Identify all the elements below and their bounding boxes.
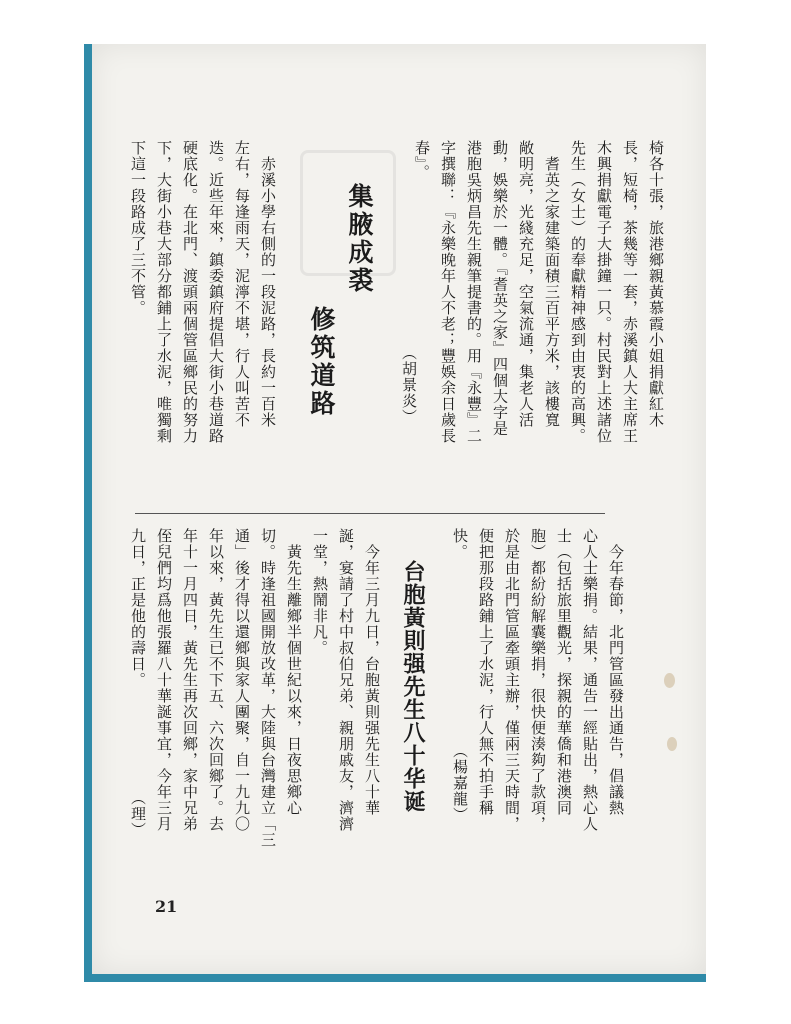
- text-column: 港胞吳炳昌先生親筆提書的。用『永豐』二: [465, 140, 483, 444]
- text-column: 九日，正是他的壽日。: [129, 528, 147, 688]
- text-column: 長，短椅，茶幾等一套，赤溪鎮人大主席王: [621, 140, 639, 444]
- stain-spot: [667, 737, 677, 751]
- text-column: 敞明亮，光綫充足，空氣流通，集老人活: [517, 140, 535, 428]
- text-column: 心人士樂捐。結果，通告一經貼出，熱心人: [581, 528, 599, 832]
- page-number: 21: [155, 897, 178, 916]
- text-column: 木興捐獻電子大掛鐘一只。村民對上述諸位: [595, 140, 613, 444]
- stain-spot: [664, 673, 675, 688]
- text-column: 先生（女士）的奉獻精神感到由衷的高興。: [569, 140, 587, 444]
- text-column: 春』。: [413, 140, 431, 181]
- article-heading: 修筑道路: [307, 306, 336, 418]
- text-column: 硬底化。在北門、渡頭兩個管區鄉民的努力: [181, 140, 199, 444]
- text-column: 士（包括旅里觀光，探親的華僑和港澳同: [555, 528, 573, 816]
- text-column: 黃先生離鄉半個世紀以來，日夜思鄉心: [285, 528, 303, 816]
- byline: （胡景炎）: [400, 345, 418, 425]
- text-column: 今年三月九日，台胞黃則强先生八十華: [363, 528, 381, 816]
- text-column: 左右，每逢雨天，泥濘不堪，行人叫苦不: [233, 140, 251, 428]
- text-column: 便把那段路鋪上了水泥，行人無不拍手稱: [477, 528, 495, 816]
- text-column: 動，娛樂於一體。『耆英之家』四個大字是: [491, 140, 509, 437]
- text-column: 下這一段路成了三不管。: [129, 140, 147, 316]
- text-column: 於是由北門管區牽頭主辦，僅兩三天時間，: [503, 528, 521, 832]
- article-heading: 集腋成裘: [345, 183, 374, 295]
- text-column: 年以來，黃先生已不下五、六次回鄉了。去: [207, 528, 225, 832]
- text-column: 耆英之家建築面積三百平方米，該樓寬: [543, 140, 561, 428]
- text-column: 椅各十張，旅港鄉親黃慕霞小姐捐獻紅木: [647, 140, 665, 428]
- text-column: 誕，宴請了村中叔伯兄弟、親朋戚友，濟濟: [337, 528, 355, 832]
- article-heading: 台胞黃則强先生八十华诞: [400, 560, 426, 813]
- text-column: 胞）都紛紛解囊樂捐，很快便湊夠了款項，: [529, 528, 547, 832]
- text-column: 快。: [451, 528, 469, 560]
- text-column: 赤溪小學右側的一段泥路，長約一百米: [259, 140, 277, 428]
- text-column: 迭。近些年來，鎮委鎮府提倡大街小巷道路: [207, 140, 225, 444]
- text-column: 今年春節，北門管區發出通告，倡議熱: [607, 528, 625, 816]
- section-divider: [135, 513, 605, 514]
- text-column: 年十一月四日，黃先生再次回鄉，家中兄弟: [181, 528, 199, 832]
- text-column: 通」後才得以還鄉與家人團聚，自一九九〇: [233, 528, 251, 832]
- text-column: 一堂，熱鬧非凡。: [311, 528, 329, 656]
- scan-edge-left: [84, 44, 92, 982]
- byline: （理）: [129, 790, 147, 838]
- scan-edge-bottom: [84, 974, 706, 982]
- text-column: 下，大街小巷大部分都鋪上了水泥，唯獨剩: [155, 140, 173, 444]
- text-column: 字撰聯：『永樂晚年人不老；豐娛余日歲長: [439, 140, 457, 444]
- text-column: 侄兒們均爲他張羅八十華誕事宜，今年三月: [155, 528, 173, 832]
- text-column: 切。時逢祖國開放改革，大陸與台灣建立「三: [259, 528, 277, 848]
- byline: （楊嘉龍）: [451, 743, 469, 823]
